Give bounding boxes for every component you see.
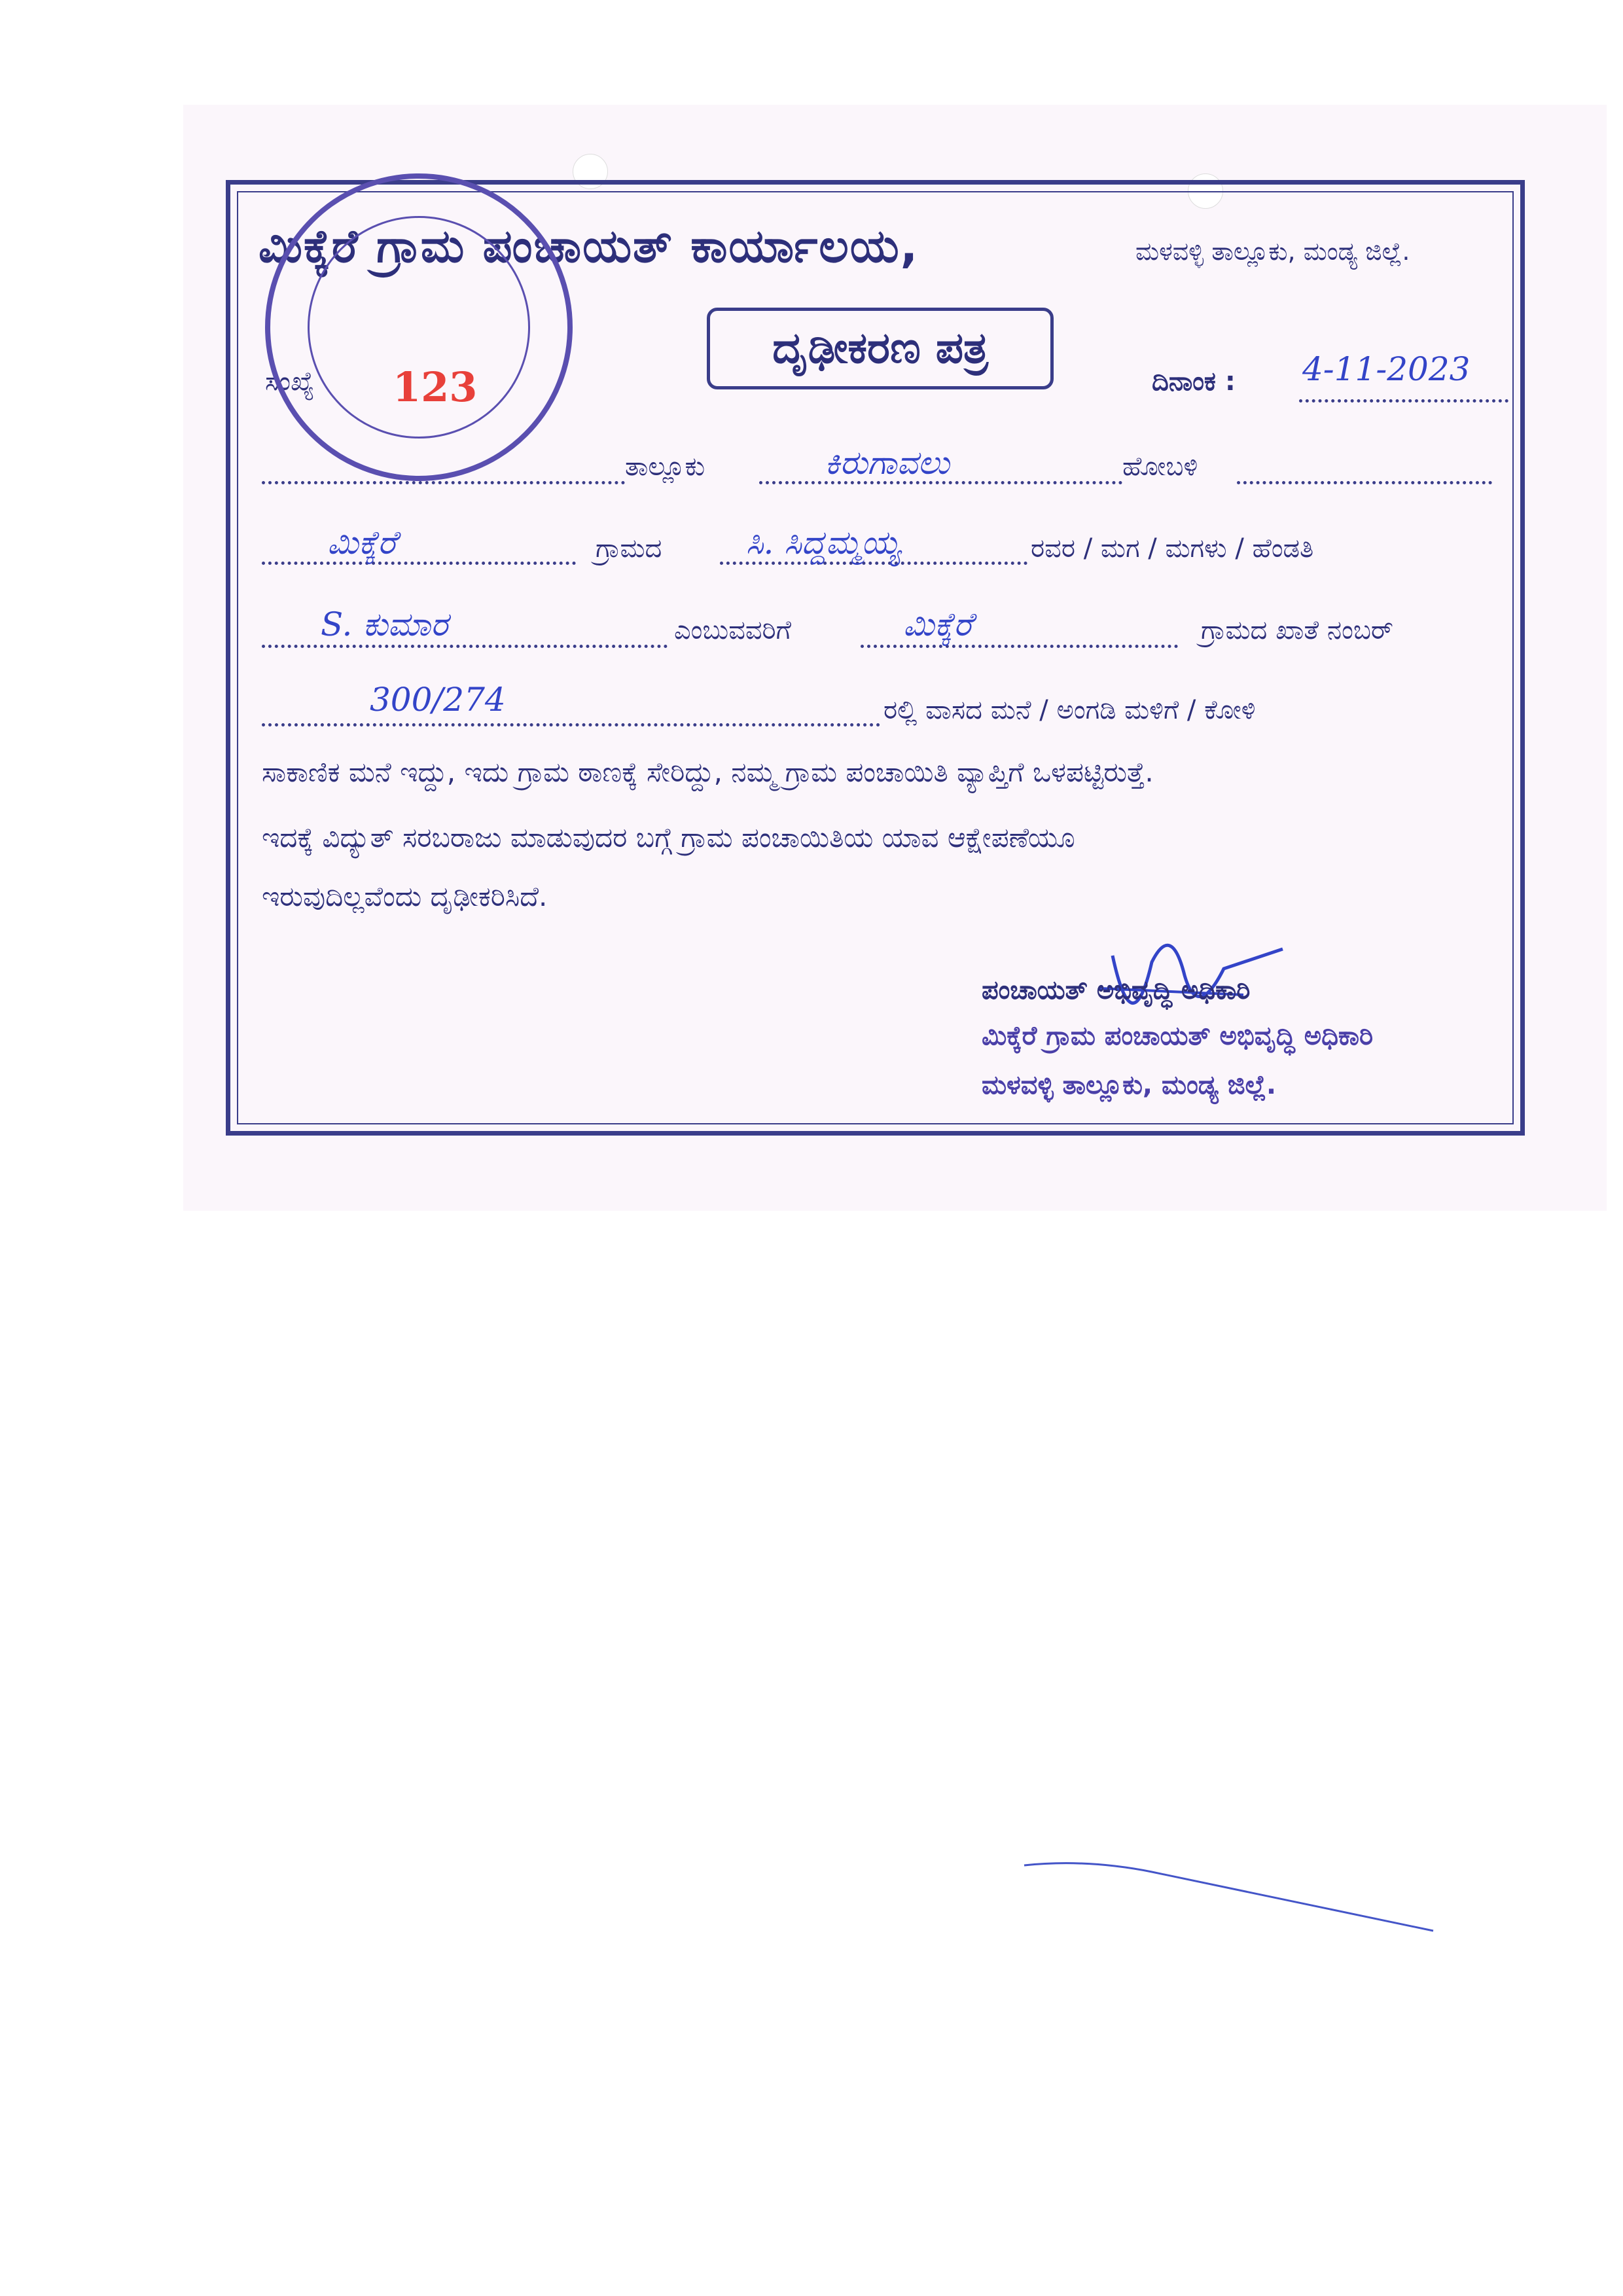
signature-line-2: ಮಿಕ್ಕೆರೆ ಗ್ರಾಮ ಪಂಚಾಯತ್ ಅಭಿವೃದ್ಧಿ ಅಧಿಕಾರಿ xyxy=(982,1021,1374,1051)
village-label: ಗ್ರಾಮದ xyxy=(596,533,662,564)
khata-dotted-line xyxy=(262,723,880,726)
khata-label: ಗ್ರಾಮದ ಖಾತೆ ನಂಬರ್ xyxy=(1201,615,1394,645)
seal-number: 123 xyxy=(393,363,478,411)
office-title: ಮಿಕ್ಕೆರೆ ಗ್ರಾಮ ಪಂಚಾಯತ್ ಕಾರ್ಯಾಲಯ, xyxy=(259,219,919,273)
relative-value: ಸಿ. ಸಿದ್ದಮ್ಮಯ್ಯ xyxy=(746,524,901,562)
hobli-dotted-line xyxy=(1237,481,1492,484)
date-value: 4-11-2023 xyxy=(1302,350,1471,388)
date-dotted-line xyxy=(1299,399,1508,403)
reference-label: ಸಂಖ್ಯೆ xyxy=(265,367,315,397)
khata-value: 300/274 xyxy=(370,681,506,719)
date-label: ದಿನಾಂಕ : xyxy=(1152,367,1236,397)
village-value: ಮಿಕ್ಕೆರೆ xyxy=(327,524,397,562)
body-line-2: ಇದಕ್ಕೆ ವಿದ್ಯುತ್ ಸರಬರಾಜು ಮಾಡುವುದರ ಬಗ್ಗೆ ಗ್ರಾಮ ಪಂಚಾಯಿತಿಯ ಯಾವ ಆಕ್ಷೇಪಣೆಯೂ xyxy=(262,821,1075,853)
signature-line-1: ಪಂಚಾಯತ್ ಅಭಿವೃದ್ಧಿ ಅಧಿಕಾರಿ xyxy=(982,975,1251,1005)
relation-label: ರವರ / ಮಗ / ಮಗಳು / ಹೆಂಡತಿ xyxy=(1031,533,1314,564)
village-dotted-line xyxy=(262,562,576,565)
taluk-label: ತಾಲ್ಲೂಕು xyxy=(625,452,705,482)
district-dotted-line xyxy=(262,481,625,484)
pen-stroke xyxy=(1021,1846,1440,1937)
premises-label: ರಲ್ಲಿ ವಾಸದ ಮನೆ / ಅಂಗಡಿ ಮಳಿಗೆ / ಕೋಳಿ xyxy=(883,695,1256,725)
village2-value: ಮಿಕ್ಕೆರೆ xyxy=(903,605,972,643)
person-dotted-line xyxy=(262,645,668,648)
hobli-label: ಹೋಬಳಿ xyxy=(1122,452,1198,482)
document-title: ದೃಢೀಕರಣ ಪತ್ರ xyxy=(707,308,1054,389)
body-line-3: ಇರುವುದಿಲ್ಲವೆಂದು ದೃಢೀಕರಿಸಿದೆ. xyxy=(262,880,548,912)
body-line-1: ಸಾಕಾಣಿಕ ಮನೆ ಇದ್ದು, ಇದು ಗ್ರಾಮ ಠಾಣಕ್ಕೆ ಸೇರಿದ್ದು, ನಮ್ಮ ಗ್ರಾಮ ಪಂಚಾಯಿತಿ ವ್ಯಾಪ್ತಿಗೆ ಒಳಪಟ್ಟಿರುತ್ತೆ. xyxy=(262,756,1154,788)
village2-dotted-line xyxy=(861,645,1178,648)
person-label: ಎಂಬುವವರಿಗೆ xyxy=(674,615,791,645)
taluk-value: ಕಿರುಗಾವಲು xyxy=(825,444,950,482)
signature-line-3: ಮಳವಳ್ಳಿ ತಾಲ್ಲೂಕು, ಮಂಡ್ಯ ಜಿಲ್ಲೆ. xyxy=(982,1070,1277,1100)
office-location: ಮಳವಳ್ಳಿ ತಾಲ್ಲೂಕು, ಮಂಡ್ಯ ಜಿಲ್ಲೆ. xyxy=(1135,237,1410,266)
person-value: S. ಕುಮಾರ xyxy=(321,605,448,643)
